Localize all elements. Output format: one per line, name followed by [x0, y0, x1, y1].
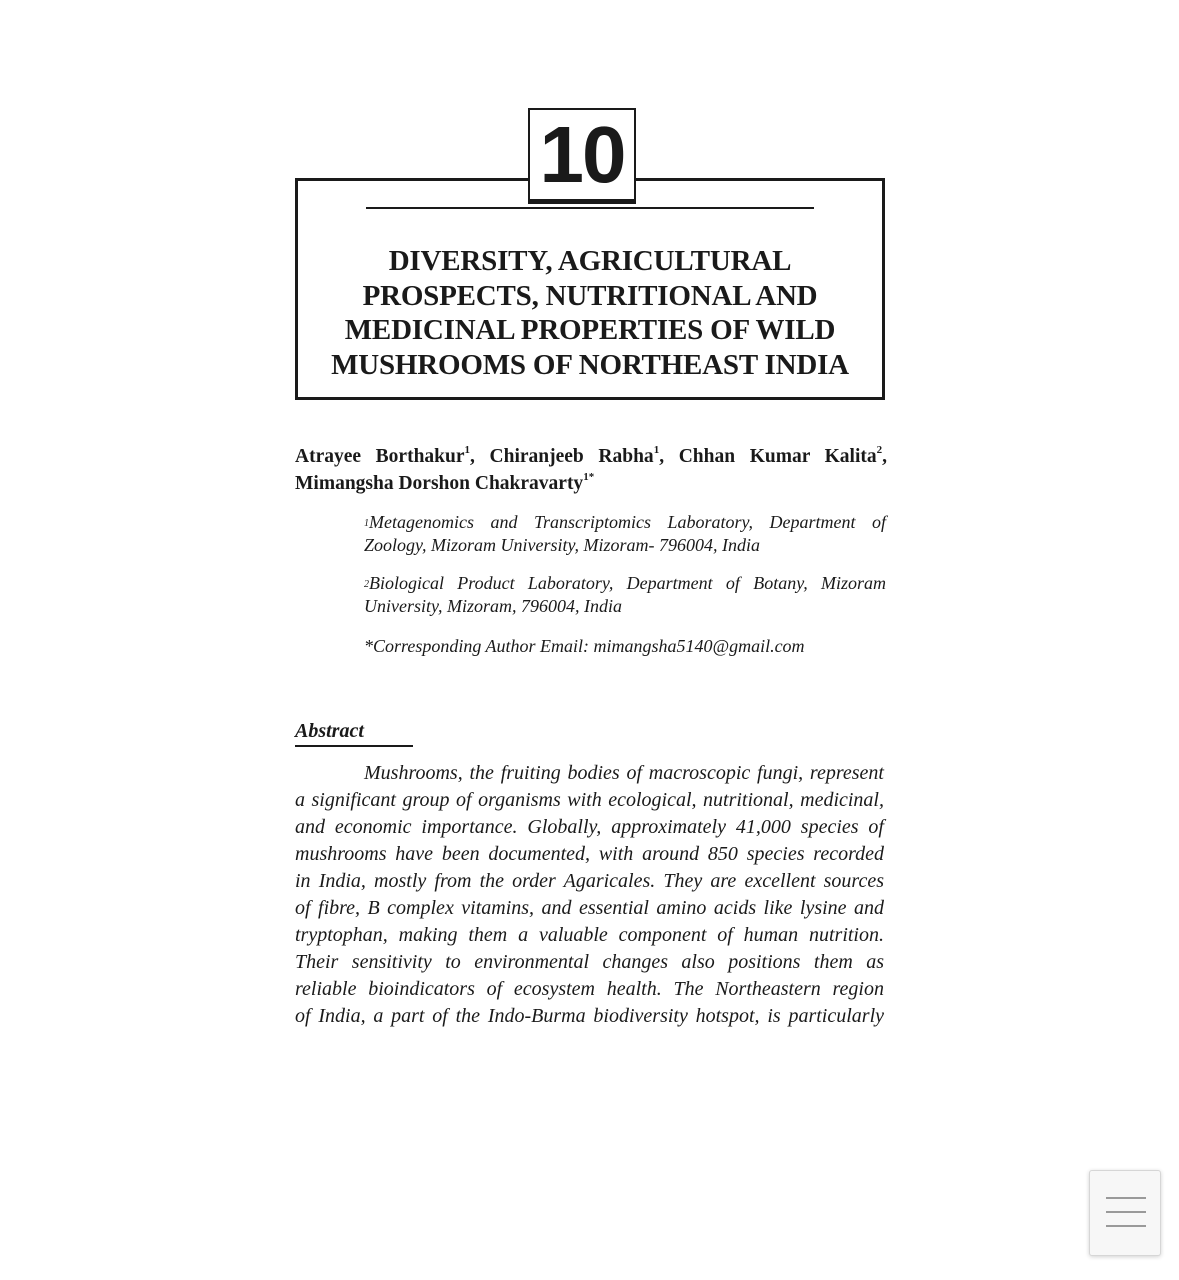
- abstract-line: a significant group of organisms with ecological, nutritional, medicinal,: [295, 789, 884, 811]
- author-line: Atrayee Borthakur$^1$, Chiranjeeb Rabha$^1$, Chhan Kumar Kalita$^2$,: [295, 444, 888, 467]
- author-affiliation-mark: 1: [464, 444, 471, 456]
- author-affiliation-mark: 1*: [583, 471, 595, 483]
- chapter-title-line: PROSPECTS, NUTRITIONAL AND: [362, 279, 818, 312]
- abstract-heading-rule: [295, 745, 413, 747]
- menu-bar: [1106, 1211, 1146, 1213]
- author-list: [295, 443, 887, 497]
- chapter-title: [298, 244, 882, 382]
- abstract-line: Their sensitivity to environmental changes also positions them as: [295, 951, 884, 973]
- menu-bar: [1106, 1225, 1146, 1227]
- chapter-title-line: DIVERSITY, AGRICULTURAL: [388, 245, 792, 277]
- abstract-body: [295, 760, 884, 1030]
- author-affiliation-mark: 1: [653, 444, 660, 456]
- abstract-line: of India, a part of the Indo-Burma biodiversity hotspot, is particularly: [295, 1005, 884, 1027]
- affiliation-line: Zoology, Mizoram University, Mizoram- 796004, India: [364, 535, 760, 555]
- author-name: Chiranjeeb Rabha: [489, 446, 654, 467]
- affiliation-2: [364, 572, 886, 618]
- menu-bar: [1106, 1197, 1146, 1199]
- corresponding-author: [364, 635, 886, 658]
- author-line: [295, 470, 887, 497]
- affiliation-mark: 2: [364, 579, 369, 590]
- abstract-line: of fibre, B complex vitamins, and essential amino acids like lysine and: [295, 897, 884, 919]
- affiliation-line: $^1$Metagenomics and Transcriptomics Laboratory, Department of: [364, 512, 886, 532]
- affiliation-line: $^2$Biological Product Laboratory, Department of Botany, Mizoram: [364, 573, 886, 593]
- abstract-line: and economic importance. Globally, approximately 41,000 species of: [295, 816, 884, 838]
- abstract-line: Mushrooms, the fruiting bodies of macroscopic fungi, represent: [364, 762, 884, 784]
- title-rule: [366, 207, 814, 209]
- abstract-heading: Abstract: [295, 720, 364, 742]
- abstract-line: mushrooms have been documented, with around 850 species recorded: [295, 843, 884, 865]
- author-name: Atrayee Borthakur: [295, 446, 465, 467]
- abstract-line: in India, mostly from the order Agaricales. They are excellent sources: [295, 870, 884, 892]
- affiliation-1: [364, 511, 886, 557]
- chapter-number: 10: [528, 108, 636, 204]
- chapter-title-line: MUSHROOMS OF NORTHEAST INDIA: [331, 348, 849, 381]
- corresponding-author-email: *Corresponding Author Email: mimangsha5140@gmail.com: [364, 636, 805, 656]
- affiliation-mark: 1: [364, 518, 369, 529]
- abstract-line: tryptophan, making them a valuable component of human nutrition.: [295, 924, 884, 946]
- abstract-line: reliable bioindicators of ecosystem health. The Northeastern region: [295, 978, 884, 1000]
- menu-button[interactable]: [1089, 1170, 1161, 1256]
- author-affiliation-mark: 2: [876, 444, 883, 456]
- author-name: Mimangsha Dorshon Chakravarty: [295, 473, 584, 494]
- author-name: Chhan Kumar Kalita: [678, 446, 877, 467]
- affiliation-line: University, Mizoram, 796004, India: [364, 596, 622, 616]
- chapter-title-line: MEDICINAL PROPERTIES OF WILD: [344, 314, 836, 346]
